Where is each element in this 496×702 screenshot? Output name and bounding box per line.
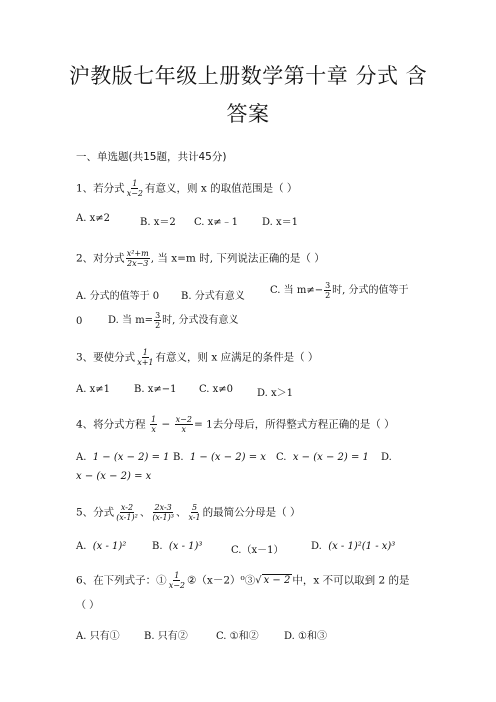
document-title-line1: 沪教版七年级上册数学第十章 分式 含: [68, 64, 428, 88]
q4-minus: −: [161, 418, 171, 431]
q2-option-c: [270, 281, 409, 300]
q2-option-c-continued: 0: [76, 316, 83, 327]
q4-prefix: 4、将分式方程: [76, 418, 146, 431]
q5-option-d-label: D.: [311, 541, 322, 552]
q5-option-a: [76, 541, 126, 552]
q4-option-c-label: C.: [276, 452, 287, 463]
q3-option-a: A. x≠1: [76, 384, 110, 395]
question-2: [76, 249, 325, 268]
q5-frac3-num: 5: [191, 503, 198, 512]
q6-prefix: 6、在下列式子：①: [76, 574, 167, 587]
q5-frac2-den: (x-1)³: [152, 513, 174, 522]
q4-equals: = 1: [193, 418, 213, 431]
q3-frac-den: x+1: [137, 358, 154, 367]
q5-option-b-text: (x - 1)³: [168, 541, 203, 552]
q5-option-b: [152, 541, 202, 552]
q2-option-c-prefix: C. 当 m≠−: [270, 285, 324, 296]
q5-option-a-label: A.: [76, 541, 87, 552]
question-6: [76, 571, 409, 590]
q4-option-a: [76, 452, 170, 463]
q2-option-d-prefix: D. 当 m=: [108, 315, 154, 326]
q1-frac-num: 1: [132, 179, 138, 188]
q3-option-c: C. x≠0: [199, 384, 234, 395]
q6-option-b: B. 只有②: [144, 631, 188, 642]
section-heading: 一、单选题(共15题，共计45分): [76, 151, 227, 163]
q2-option-d-den: 2: [155, 321, 161, 330]
q1-option-b: B. x＝2: [140, 217, 176, 228]
question-5: [76, 503, 300, 522]
q2-option-d-num: 3: [155, 311, 161, 320]
q2-option-d: [108, 311, 239, 330]
q5-fraction-3: [187, 503, 201, 522]
q4-option-b: [173, 452, 266, 463]
q2-option-c-den: 2: [325, 291, 331, 300]
q1-suffix: 有意义，则 x 的取值范围是（ ）: [145, 182, 298, 195]
q4-frac2-den: x: [181, 425, 187, 434]
q5-fraction-2: [151, 503, 175, 522]
q1-option-c: C. x≠﹣1: [194, 217, 239, 228]
q3-frac-num: 1: [142, 348, 148, 357]
q4-fraction-2: [175, 415, 193, 434]
q1-frac-den: x−2: [126, 189, 143, 198]
q6-blank-parentheses: （ ）: [76, 600, 100, 611]
q5-fraction-1: [115, 503, 139, 522]
q5-frac1-den: (x-1)²: [116, 513, 138, 522]
q5-separator-2: 、: [175, 506, 187, 519]
q5-frac2-num: 2x-3: [154, 503, 172, 512]
q4-option-c: [276, 452, 369, 463]
q4-option-a-text: 1 − (x − 2) = 1: [92, 452, 170, 463]
q5-frac1-num: x-2: [120, 503, 134, 512]
q1-prefix: 1、若分式: [76, 182, 125, 195]
q5-option-a-text: (x - 1)²: [92, 541, 127, 552]
q1-option-d: D. x＝1: [262, 217, 299, 228]
q4-suffix: 去分母后，所得整式方程正确的是（ ）: [212, 418, 395, 431]
q5-option-b-label: B.: [152, 541, 163, 552]
q4-option-c-text: x − (x − 2) = 1: [292, 452, 369, 463]
q3-fraction: [136, 348, 154, 367]
q2-frac-num: x²+m: [126, 249, 149, 258]
q6-sqrt-radicand: x − 2: [263, 574, 291, 586]
q4-option-b-label: B.: [173, 452, 184, 463]
q2-option-c-num: 3: [325, 281, 331, 290]
q3-prefix: 3、要使分式: [76, 351, 136, 364]
q6-option-c: C. ①和②: [216, 631, 259, 642]
q4-frac1-num: 1: [151, 415, 157, 424]
q2-option-a: A. 分式的值等于 0: [76, 291, 160, 302]
q2-option-c-suffix: 时, 分式的值等于: [332, 285, 409, 296]
q4-frac1-den: x: [151, 425, 156, 434]
q5-option-d: [311, 541, 395, 552]
q5-separator-1: 、: [139, 506, 151, 519]
q6-square-root: √ x − 2: [255, 574, 291, 586]
q6-frac-den: x−2: [168, 581, 185, 590]
q4-fraction-1: [150, 415, 157, 434]
q4-option-b-text: 1 − (x − 2) = x: [189, 452, 266, 463]
q2-prefix: 2、对分式: [76, 252, 125, 265]
q1-option-a: A. x≠2: [76, 213, 110, 224]
q5-prefix: 5、分式: [76, 506, 115, 519]
q2-frac-den: 2x−3: [126, 259, 149, 268]
q5-option-d-text: (x - 1)²(1 - x)³: [328, 541, 396, 552]
q2-option-b: B. 分式有意义: [181, 291, 245, 302]
q4-option-a-label: A.: [76, 452, 87, 463]
q2-suffix: , 当 x=m 时, 下列说法正确的是（ ）: [150, 252, 325, 265]
question-4: [76, 415, 395, 434]
q2-fraction: [126, 249, 150, 268]
q3-option-d: D. x＞1: [257, 388, 294, 399]
question-3: [76, 348, 318, 367]
q6-suffix: 中，x 不可以取到 2 的是: [292, 574, 410, 587]
q3-option-b: B. x≠−1: [134, 384, 177, 395]
q3-suffix: 有意义，则 x 应满足的条件是（ ）: [155, 351, 319, 364]
q2-option-d-fraction: [154, 311, 161, 330]
q5-suffix: 的最简公分母是（ ）: [202, 506, 301, 519]
q4-frac2-num: x−2: [175, 415, 192, 424]
q5-option-c: C.（x－1）: [231, 545, 284, 556]
document-title-line2: 答案: [226, 102, 270, 126]
q6-frac-num: 1: [174, 571, 180, 580]
q6-middle: ②（x－2）⁰③: [187, 574, 256, 587]
q6-option-d: D. ①和③: [284, 631, 327, 642]
question-1: [76, 179, 297, 198]
q1-fraction: [126, 179, 144, 198]
q5-frac3-den: x-1: [188, 513, 201, 522]
q6-fraction: [168, 571, 186, 590]
q6-option-a: A. 只有①: [76, 631, 120, 642]
q4-option-d-text: x − (x − 2) = x: [76, 471, 152, 482]
q2-option-c-fraction: [324, 281, 331, 300]
q4-option-d-label: D.: [381, 452, 392, 463]
q2-option-d-suffix: 时, 分式没有意义: [162, 315, 239, 326]
